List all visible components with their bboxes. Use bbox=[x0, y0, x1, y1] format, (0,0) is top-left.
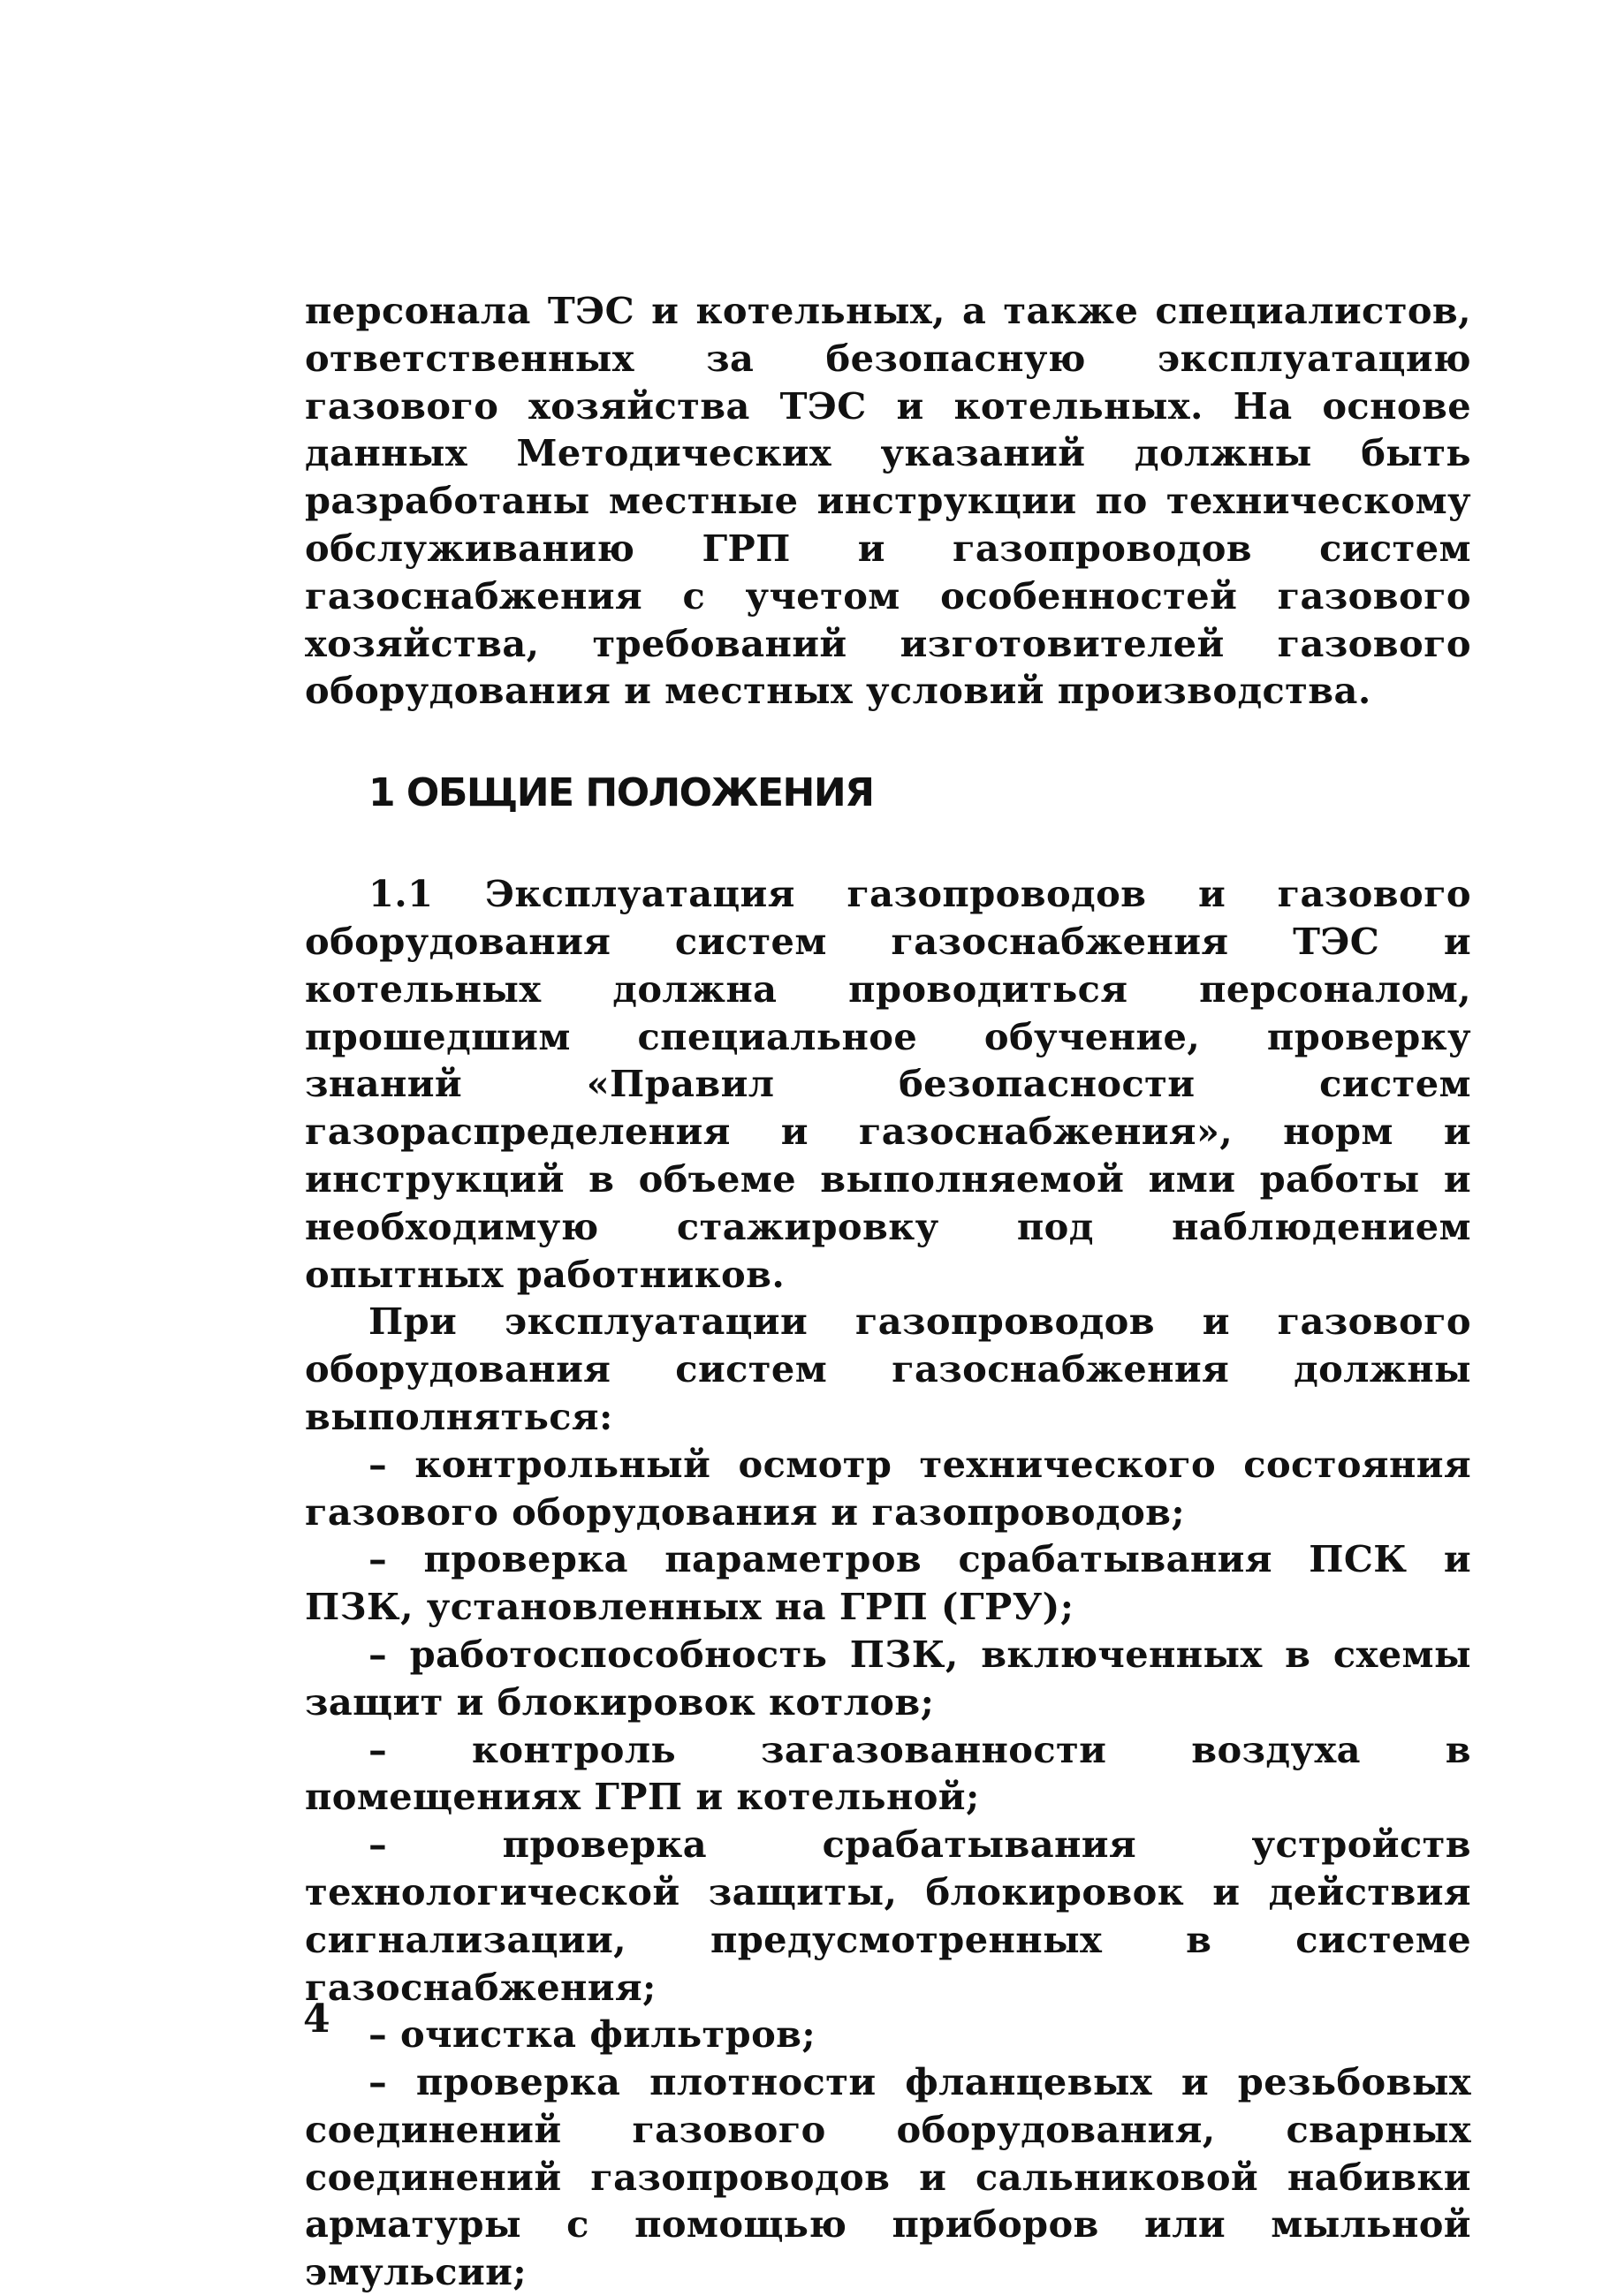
list-item: – контроль загазованности воздуха в помещениях ГРП и котельной; bbox=[305, 1727, 1471, 1819]
section-heading: 1 ОБЩИЕ ПОЛОЖЕНИЯ bbox=[368, 770, 874, 816]
page-number: 4 bbox=[303, 1997, 330, 2042]
list-item: – проверка срабатывания устройств технологической защиты, блокировок и действия сигнализации, предусмотренных в системе газоснабжения; bbox=[305, 1822, 1471, 2009]
list-item: – работоспособность ПЗК, включенных в схемы защит и блокировок котлов; bbox=[305, 1632, 1471, 1724]
intro-paragraph: персонала ТЭС и котельных, а также специалистов, ответственных за безопасную эксплуатацию газового хозяйства ТЭС и котельных. На основе данных Методических указаний должны быть разработаны местные инструкции по техническому обслуживанию ГРП и газопроводов систем газоснабжения с учетом особенностей газового хозяйства, требований изготовителей газового оборудования и местных условий производства. bbox=[305, 289, 1471, 713]
list-item: – проверка параметров срабатывания ПСК и ПЗК, установленных на ГРП (ГРУ); bbox=[305, 1537, 1471, 1629]
list-item: – проверка плотности фланцевых и резьбовых соединений газового оборудования, сварных соединений газопроводов и сальниковой набивки арматуры с помощью приборов или мыльной эмульсии; bbox=[305, 2060, 1471, 2294]
list-intro: При эксплуатации газопроводов и газового оборудования систем газоснабжения должны выполняться: bbox=[305, 1300, 1471, 1438]
list-item: – контрольный осмотр технического состояния газового оборудования и газопроводов; bbox=[305, 1442, 1471, 1534]
page-body bbox=[305, 287, 1471, 2296]
list-item: – очистка фильтров; bbox=[368, 2012, 816, 2057]
requirements-list bbox=[305, 1441, 1471, 2296]
clause-1-1: 1.1 Эксплуатация газопроводов и газового оборудования систем газоснабжения ТЭС и котельных должна проводиться персоналом, прошедшим специальное обучение, проверку знаний «Правил безопасности систем газораспределения и газоснабжения», норм и инструкций в объеме выполняемой ими работы и необходимую стажировку под наблюдением опытных работников. bbox=[305, 872, 1471, 1296]
